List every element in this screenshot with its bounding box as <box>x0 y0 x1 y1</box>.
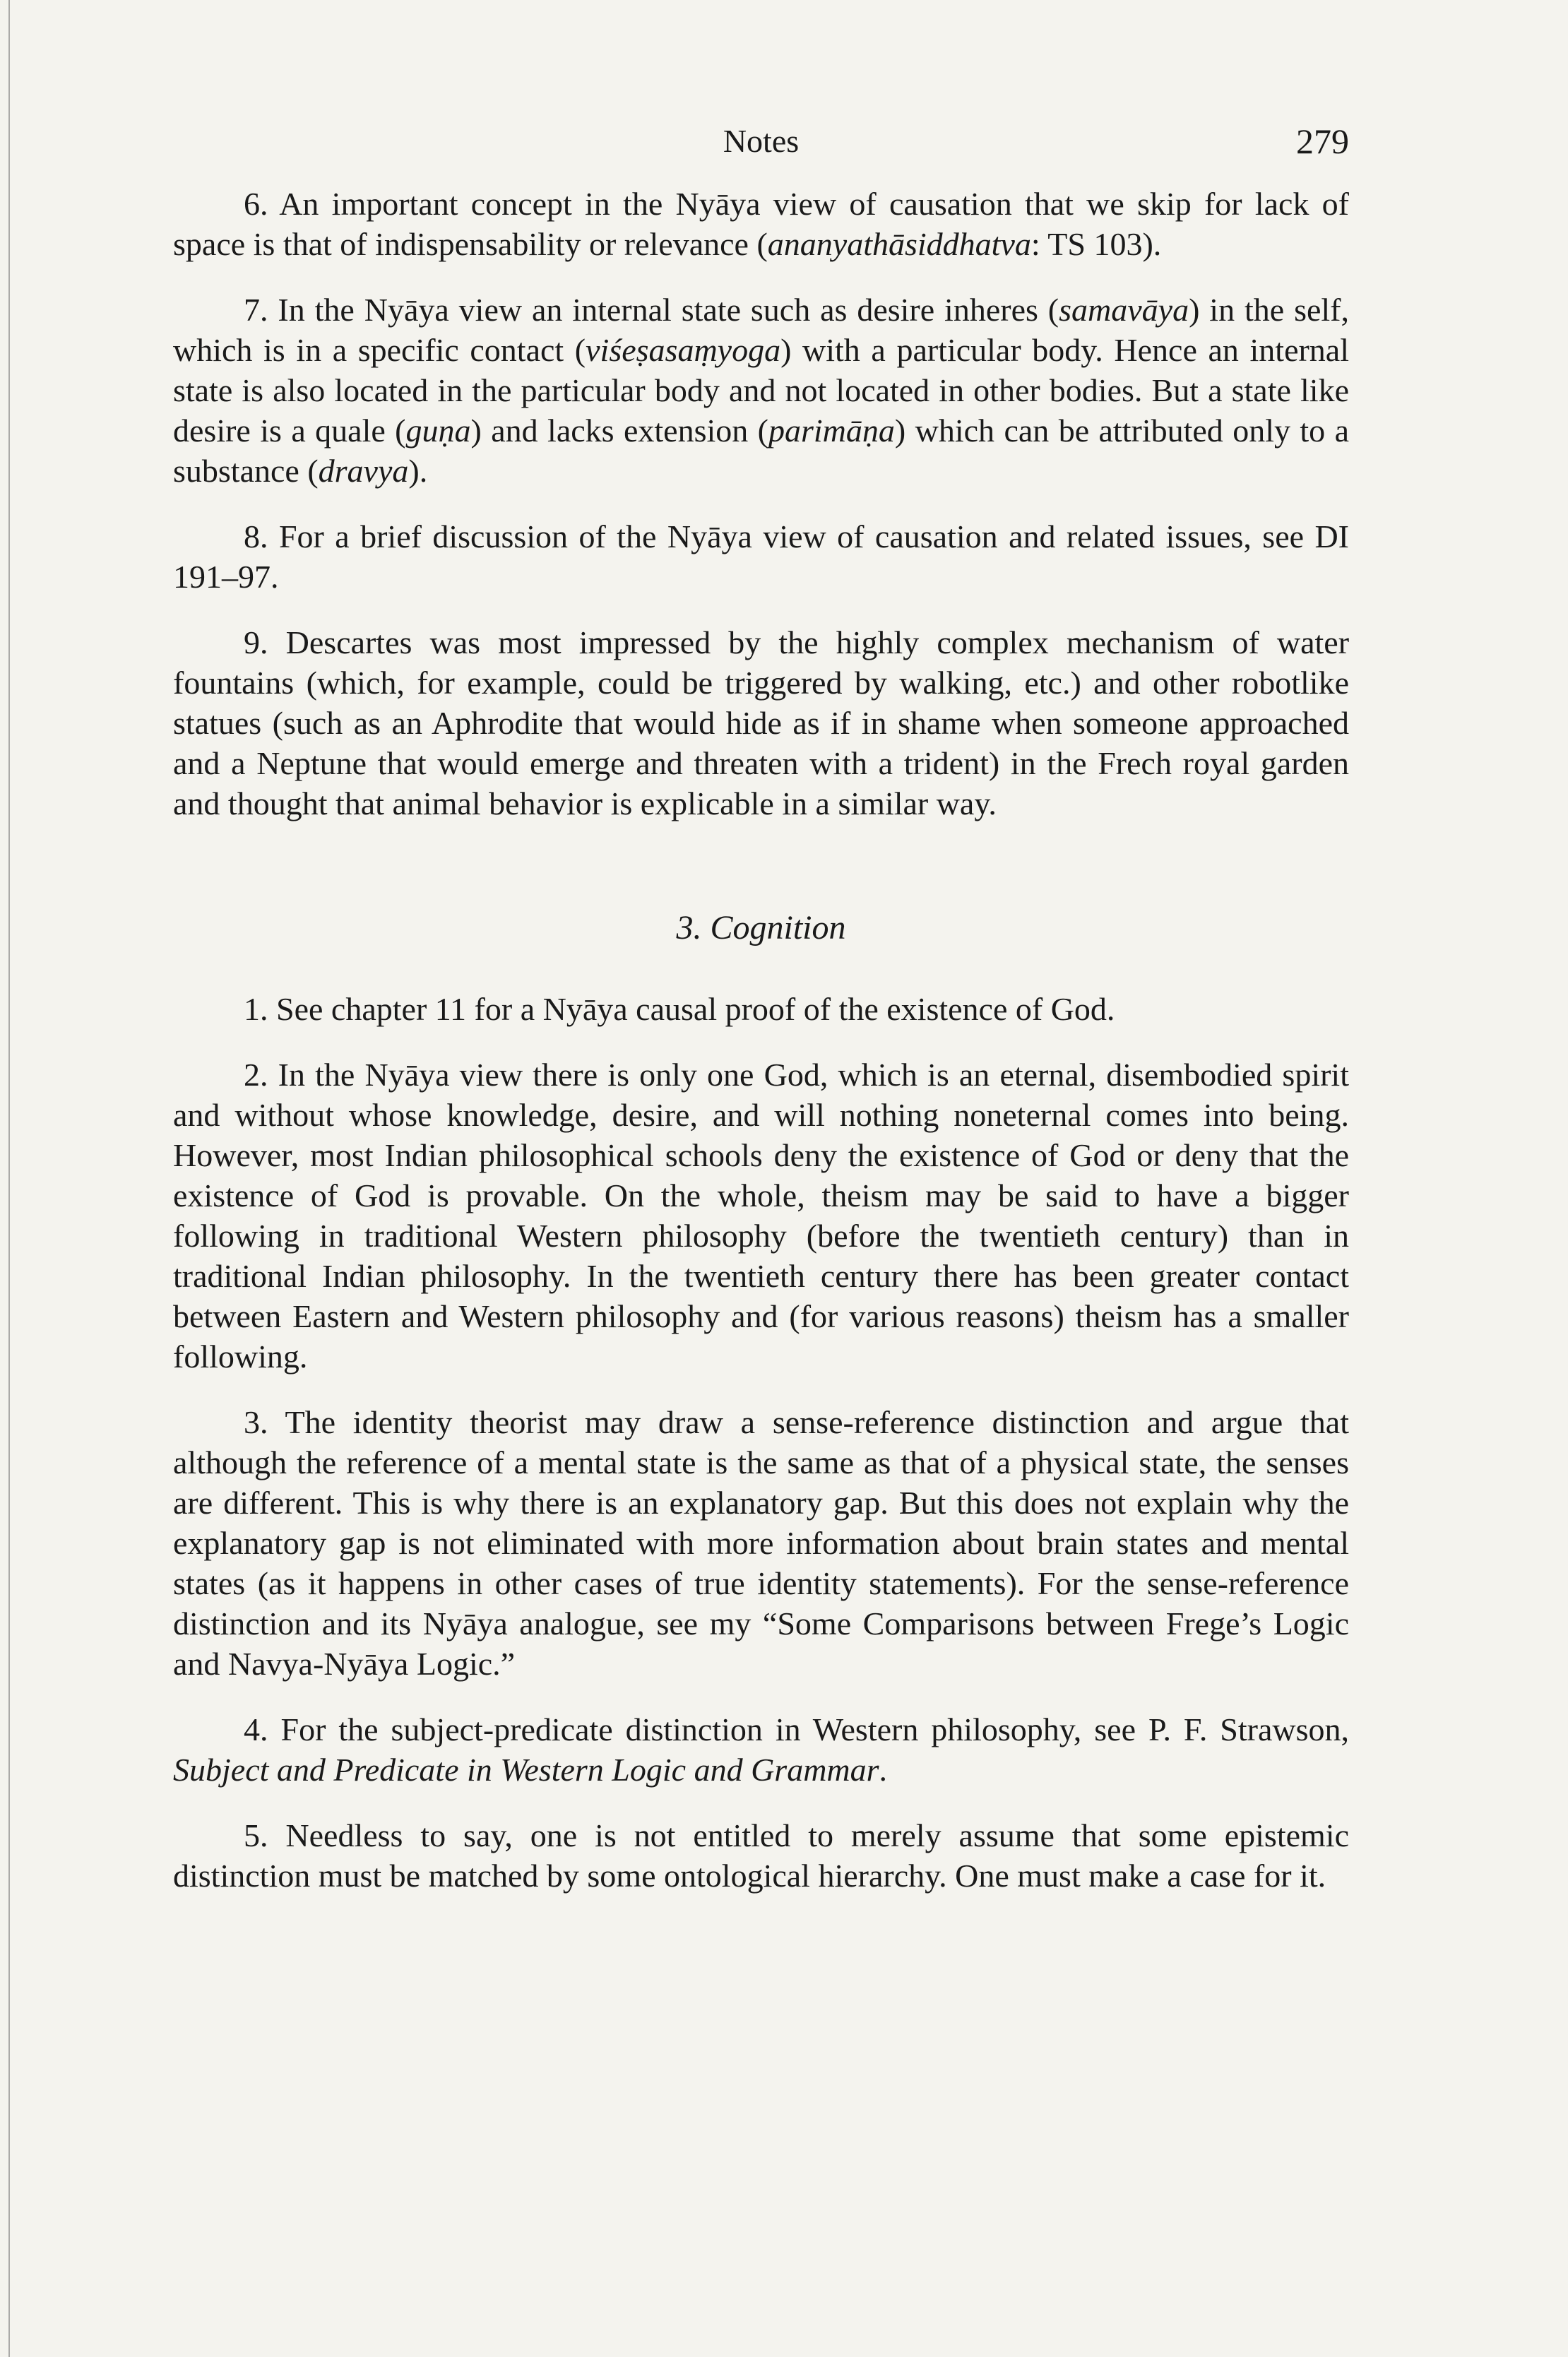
footnote-italic-text: Subject and Predicate in Western Logic and Grammar <box>173 1752 879 1788</box>
footnote-text: Descartes was most impressed by the highly complex mechanism of water fountains (which, for example, could be triggered by walking, etc.) and other robotlike statues (such as an Aphrodite that would hide as if in shame when someone approached and a Neptune that would emerge and threaten with a trident) in the Frech royal garden and thought that animal behavior is explicable in a similar way. <box>173 624 1350 821</box>
footnote-italic-text: guṇa <box>405 412 471 449</box>
footnote <box>173 516 1349 597</box>
footnote-text: ). <box>408 453 428 489</box>
scan-edge-line <box>8 0 10 2357</box>
book-page <box>173 120 1349 1921</box>
footnote <box>173 290 1349 491</box>
footnote <box>173 989 1349 1029</box>
footnote-italic-text: parimāṇa <box>768 412 895 449</box>
notes-list-cognition <box>173 989 1349 1896</box>
footnote-text: An important concept in the Nyāya view of causation that we skip for lack of space is that of indispensability or relevance ( <box>173 186 1349 262</box>
page-number: 279 <box>1296 121 1349 161</box>
footnote-text: ) in the self, which is in a specific contact ( <box>173 292 1350 368</box>
footnote-text: In the Nyāya view there is only one God, which is an eternal, disembodied spirit and without whose knowledge, desire, and will nothing noneternal comes into being. However, most Indian philosophical schools deny the existence of God or deny that the existence of God is provable. On the whole, theism may be said to have a bigger following in traditional Western philosophy (before the twentieth century) than in traditional Indian philosophy. In the twentieth century there has been greater contact between Eastern and Western philosophy and (for various reasons) theism has a smaller following. <box>173 1057 1349 1375</box>
footnote-number: 6. <box>244 186 280 222</box>
footnote-text: The identity theorist may draw a sense-reference distinction and argue that although the reference of a mental state is the same as that of a physical state, the senses are different. This is why there is an explanatory gap. But this does not explain why the explanatory gap is not eliminated with more information about brain states and mental states (as it happens in other cases of true identity statements). For the sense-reference distinction and its Nyāya analogue, see my “Some Comparisons between Frege’s Logic and Navya-Nyāya Logic.” <box>173 1404 1349 1682</box>
footnote-italic-text: dravya <box>318 453 409 489</box>
footnote-text: . <box>879 1752 888 1788</box>
footnote-number: 9. <box>244 624 286 660</box>
footnote-text: For a brief discussion of the Nyāya view of causation and related issues, see DI 191–97. <box>173 518 1350 595</box>
footnote <box>173 622 1349 824</box>
footnote <box>173 1055 1349 1377</box>
running-head: Notes <box>723 123 800 159</box>
footnote <box>173 184 1349 264</box>
page-header <box>173 120 1349 184</box>
footnote-number: 1. <box>244 991 276 1027</box>
footnote-number: 5. <box>244 1817 286 1853</box>
footnote-italic-text: viśeṣasaṃyoga <box>586 332 781 368</box>
footnote-text: Needless to say, one is not entitled to merely assume that some epistemic distinction must be matched by some ontological hierarchy. One must make a case for it. <box>173 1817 1349 1894</box>
footnote <box>173 1815 1349 1896</box>
footnote-text: For the subject-predicate distinction in Western philosophy, see P. F. Strawson, <box>280 1711 1350 1747</box>
notes-list-top <box>173 184 1349 824</box>
footnote-text: See chapter 11 for a Nyāya causal proof of the existence of God. <box>276 991 1115 1027</box>
footnote-text: In the Nyāya view an internal state such as desire inheres ( <box>278 292 1059 328</box>
footnote-text: ) and lacks extension ( <box>470 412 768 449</box>
footnote-text: ) which can be attributed only to a substance ( <box>173 412 1349 489</box>
footnote-italic-text: ananyathāsiddhatva <box>767 226 1031 262</box>
footnote-text: : TS 103). <box>1031 226 1162 262</box>
footnote-number: 3. <box>244 1404 285 1440</box>
footnote <box>173 1709 1349 1790</box>
footnote-number: 8. <box>244 518 279 554</box>
footnote-number: 7. <box>244 292 278 328</box>
footnote-text: ) with a particular body. Hence an internal state is also located in the particular body and not located in other bodies. But a state like desire is a quale ( <box>173 332 1349 449</box>
footnote-number: 2. <box>244 1057 278 1093</box>
footnote-number: 4. <box>244 1711 281 1747</box>
footnote <box>173 1402 1349 1684</box>
footnote-italic-text: samavāya <box>1059 292 1189 328</box>
section-heading: 3. Cognition <box>676 909 846 946</box>
